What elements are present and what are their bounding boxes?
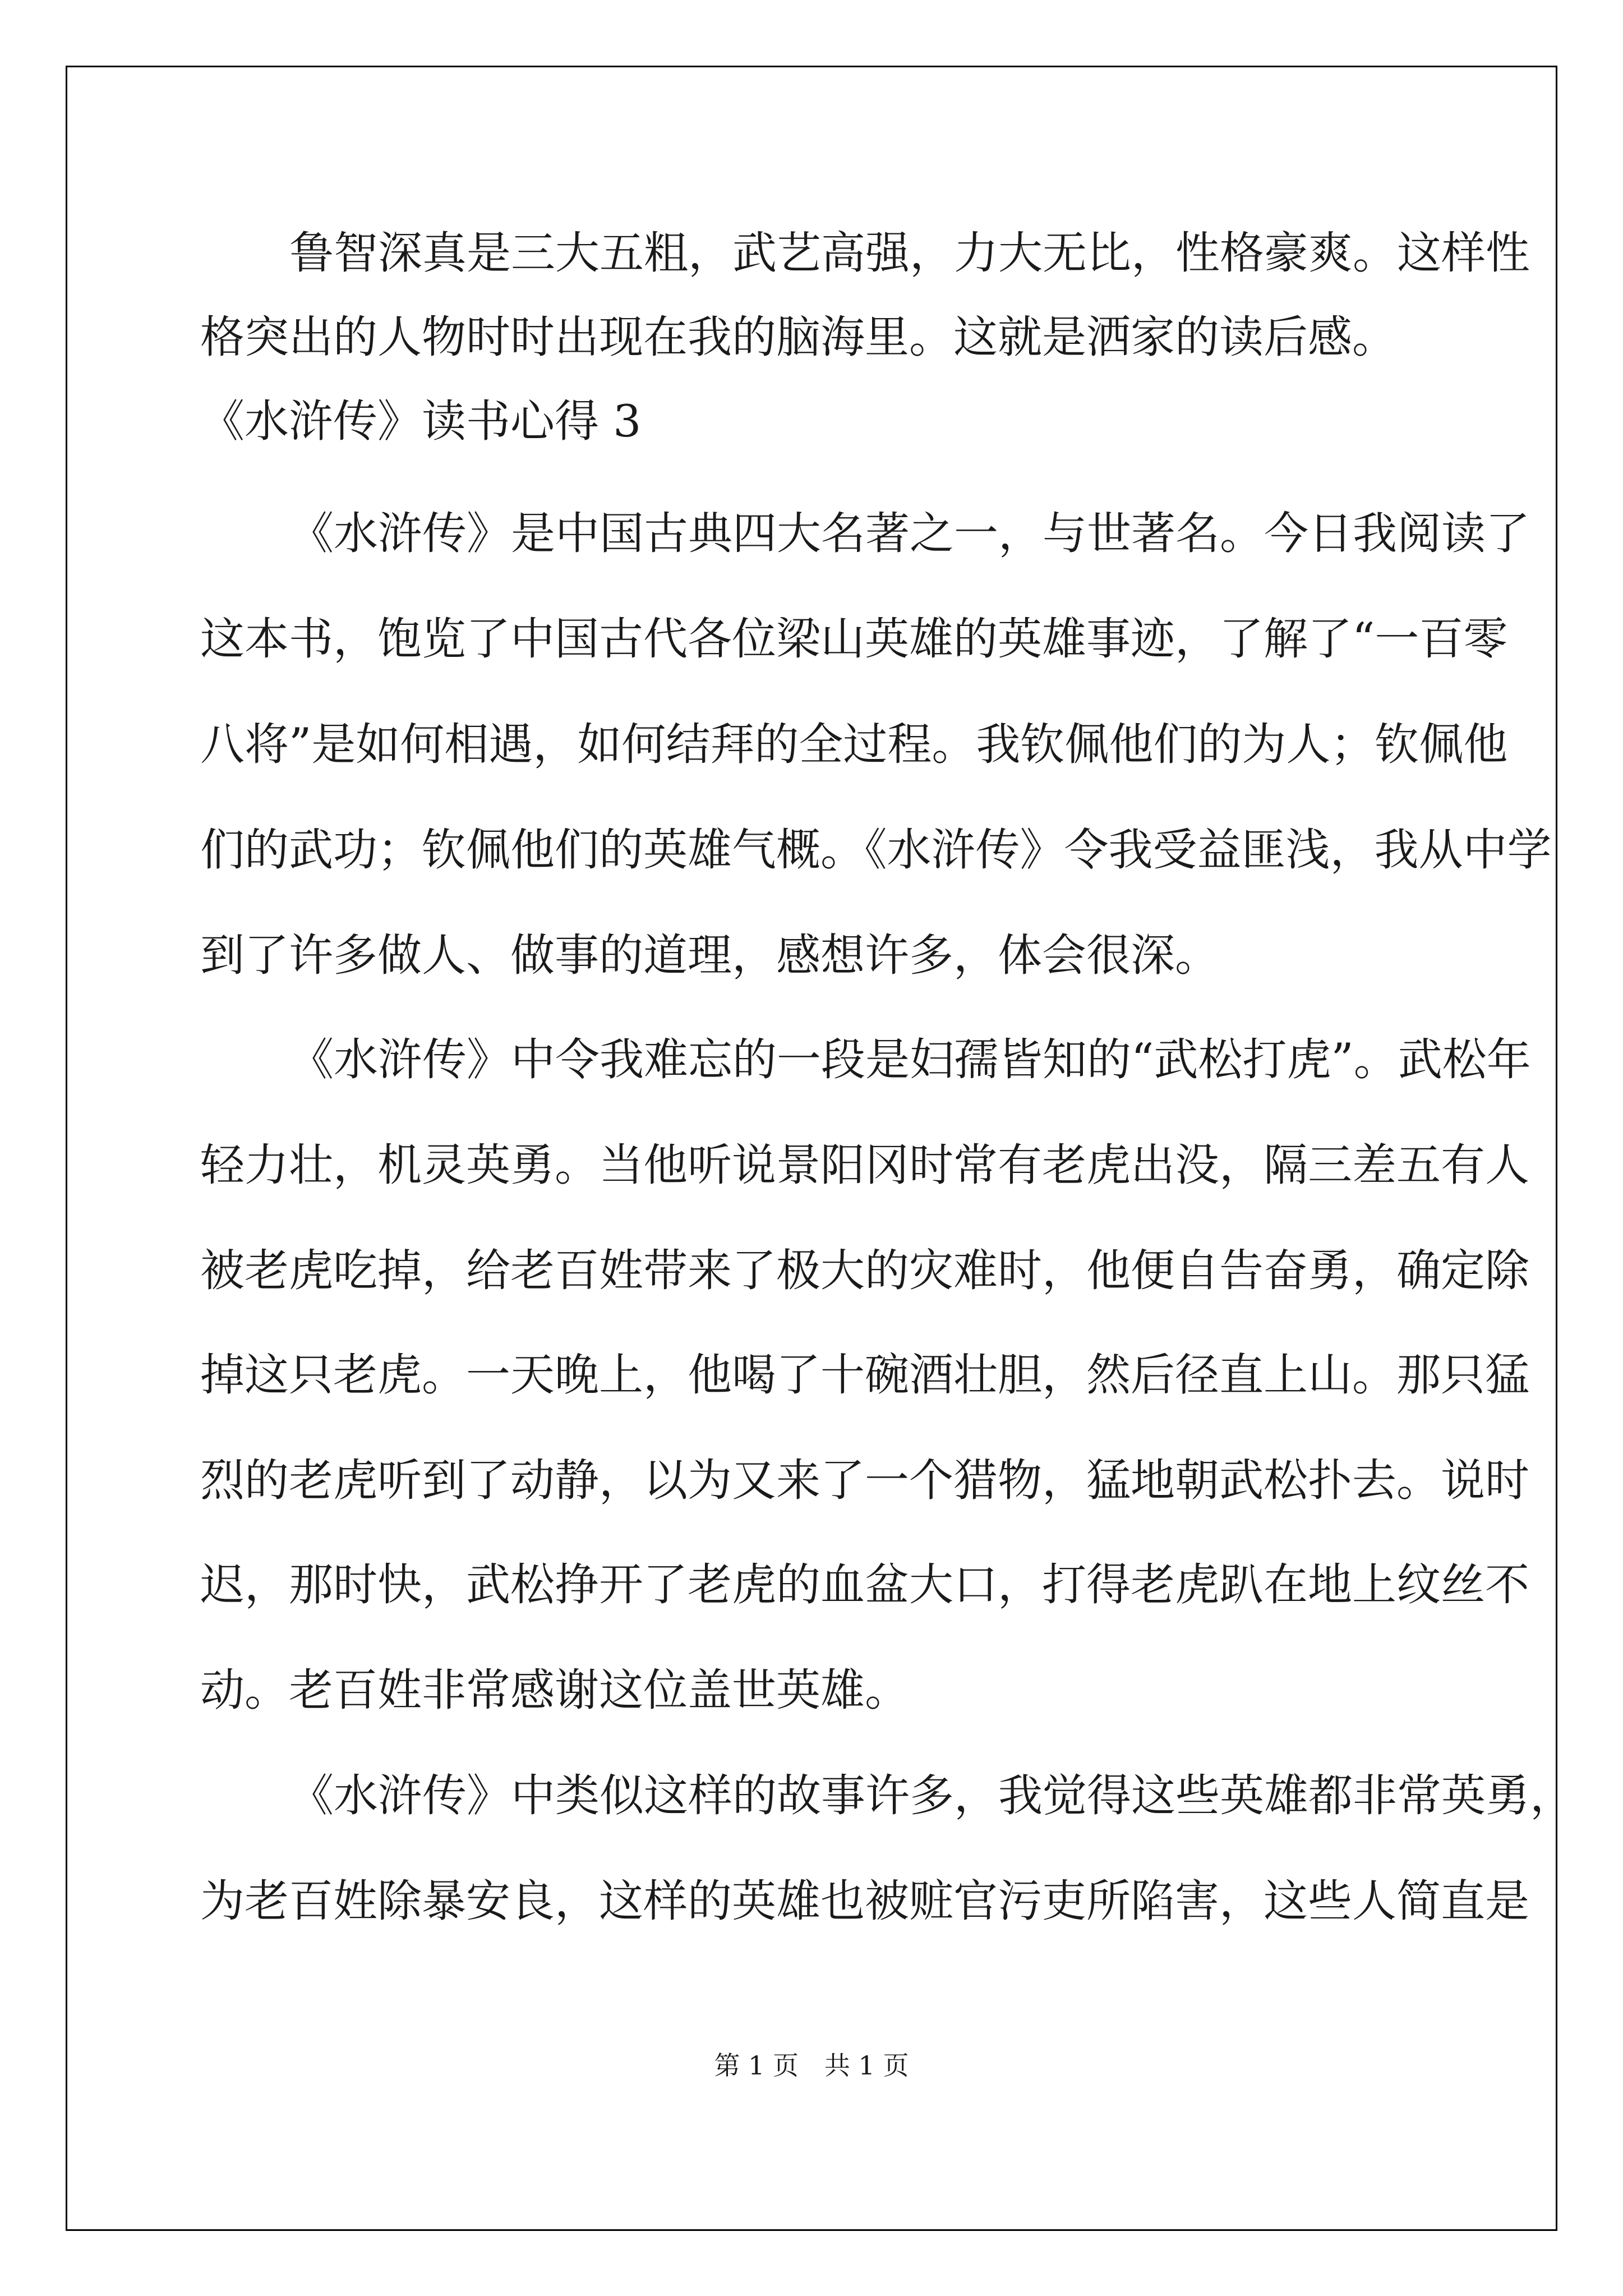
text-line: 格突出的人物时时出现在我的脑海里。这就是洒家的读后感。 xyxy=(200,311,1396,363)
text-line: 动。老百姓非常感谢这位盖世英雄。 xyxy=(200,1664,909,1716)
text-line: 《水浒传》中令我难忘的一段是妇孺皆知的“武松打虎”。武松年 xyxy=(289,1034,1531,1085)
text-line: 迟，那时快，武松挣开了老虎的血盆大口，打得老虎趴在地上纹丝不 xyxy=(200,1559,1529,1611)
text-line: 掉这只老虎。一天晚上，他喝了十碗酒壮胆，然后径直上山。那只猛 xyxy=(200,1349,1529,1401)
text-line: 《水浒传》中类似这样的故事许多，我觉得这些英雄都非常英勇， xyxy=(289,1770,1574,1821)
text-line: 《水浒传》是中国古典四大名著之一，与世著名。今日我阅读了 xyxy=(289,508,1530,559)
text-line: 为老百姓除暴安良，这样的英雄也被赃官污吏所陷害，这些人简直是 xyxy=(200,1875,1529,1927)
text-line: 这本书，饱览了中国古代各位梁山英雄的英雄事迹，了解了“一百零 xyxy=(200,613,1508,665)
text-line: 到了许多做人、做事的道理，感想许多，体会很深。 xyxy=(200,930,1219,981)
text-line: 们的武功；钦佩他们的英雄气概。《水浒传》令我受益匪浅，我从中学 xyxy=(200,824,1552,876)
page-number: 第 1 页 共 1 页 xyxy=(714,2050,909,2081)
text-line: 被老虎吃掉，给老百姓带来了极大的灾难时，他便自告奋勇，确定除 xyxy=(200,1245,1529,1296)
text-line: 八将”是如何相遇，如何结拜的全过程。我钦佩他们的为人；钦佩他 xyxy=(200,719,1508,770)
text-line: 烈的老虎听到了动静，以为又来了一个猎物，猛地朝武松扑去。说时 xyxy=(200,1455,1529,1506)
text-line: 鲁智深真是三大五粗，武艺高强，力大无比，性格豪爽。这样性 xyxy=(289,227,1530,279)
text-line: 轻力壮，机灵英勇。当他听说景阳冈时常有老虎出没，隔三差五有人 xyxy=(200,1139,1529,1191)
section-heading: 《水浒传》读书心得 3 xyxy=(200,395,642,447)
